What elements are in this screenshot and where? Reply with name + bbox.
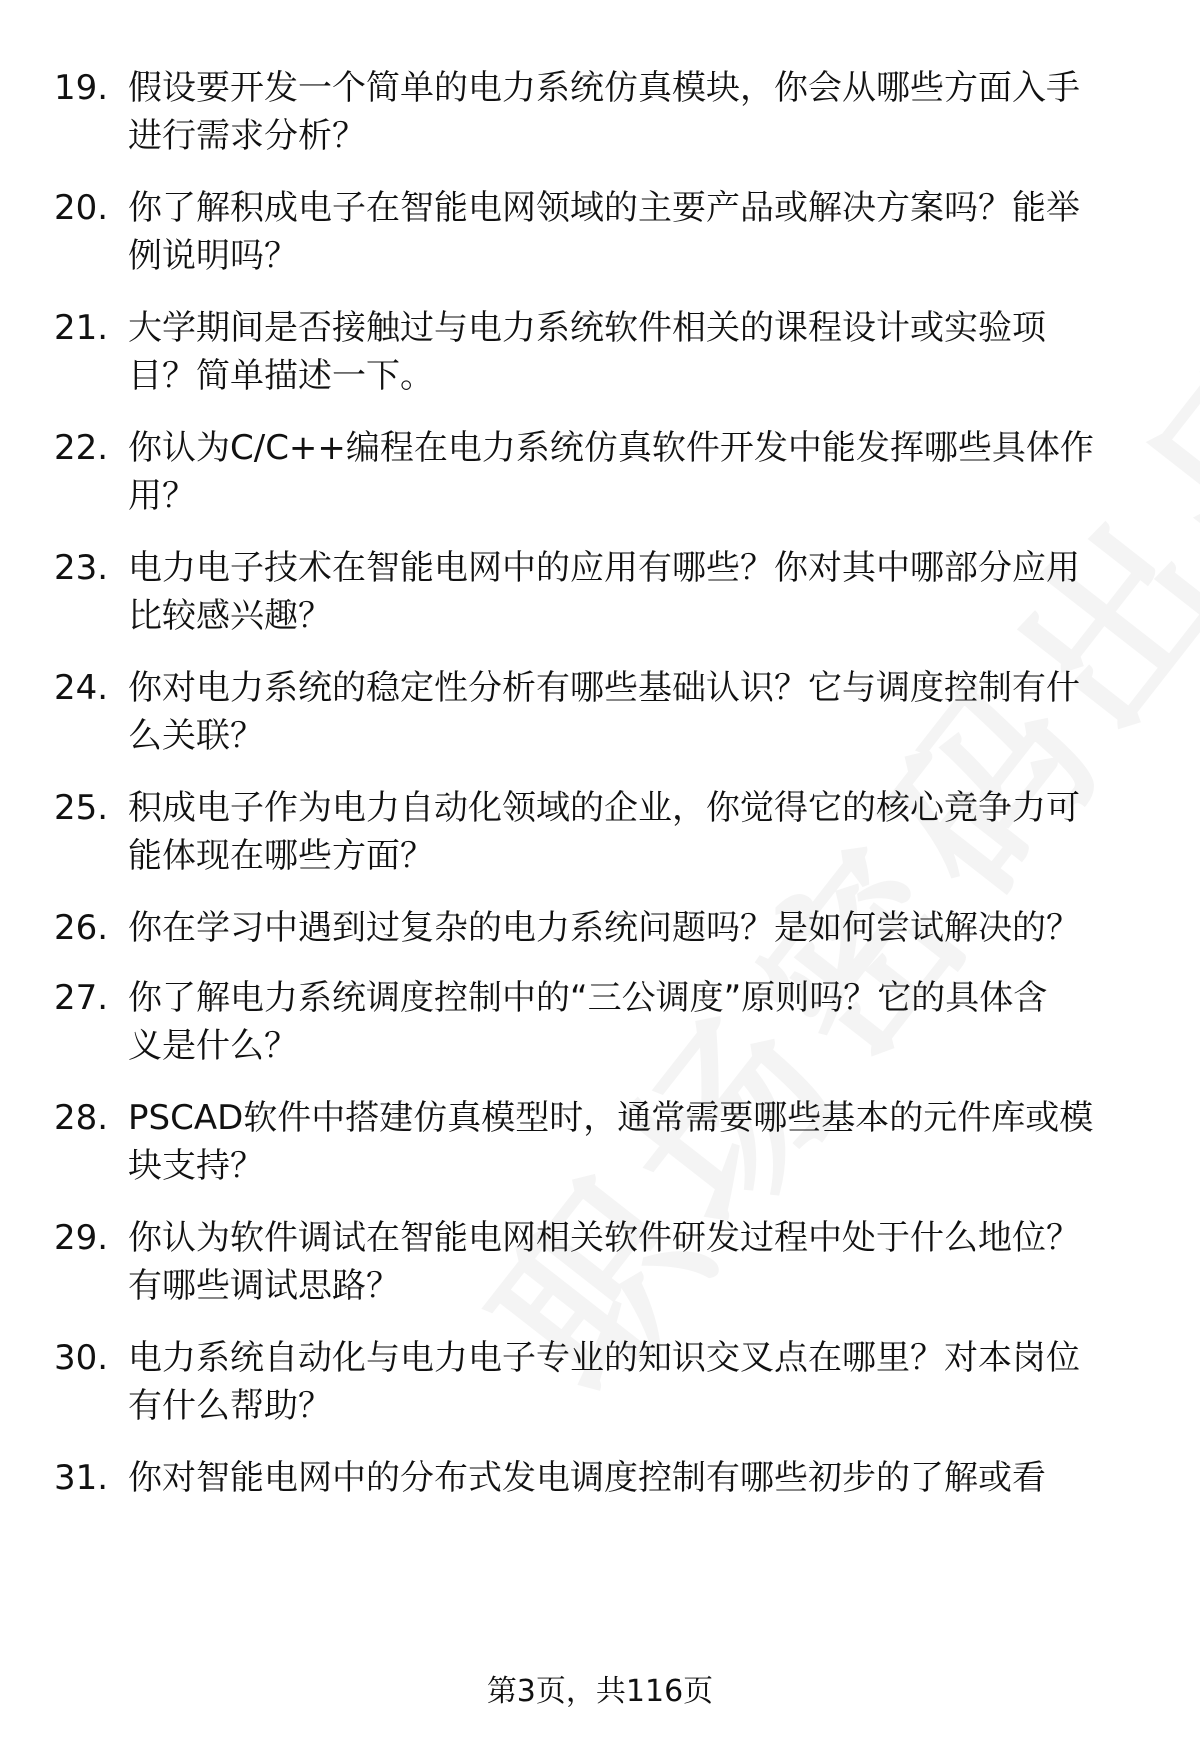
question-text: 你认为C/C++编程在电力系统仿真软件开发中能发挥哪些具体作 用？	[128, 428, 1094, 516]
question-text: 假设要开发一个简单的电力系统仿真模块，你会从哪些方面入手 进行需求分析？	[128, 68, 1080, 156]
question-number: 25.	[54, 788, 109, 828]
question-text: 你了解电力系统调度控制中的“三公调度”原则吗？它的具体含 义是什么？	[128, 978, 1048, 1066]
question-text: 你认为软件调试在智能电网相关软件研发过程中处于什么地位？ 有哪些调试思路？	[128, 1218, 1080, 1306]
question-text: 电力系统自动化与电力电子专业的知识交叉点在哪里？对本岗位 有什么帮助？	[128, 1338, 1080, 1426]
question-number: 31.	[54, 1458, 109, 1498]
question-number: 30.	[54, 1338, 109, 1378]
question-number: 22.	[54, 428, 109, 468]
question-number: 29.	[54, 1218, 109, 1258]
question-number: 19.	[54, 68, 109, 108]
question-text: 你对电力系统的稳定性分析有哪些基础认识？它与调度控制有什 么关联？	[128, 668, 1080, 756]
question-number: 26.	[54, 908, 109, 948]
question-text: 积成电子作为电力自动化领域的企业，你觉得它的核心竞争力可 能体现在哪些方面？	[128, 788, 1080, 876]
question-text: 大学期间是否接触过与电力系统软件相关的课程设计或实验项 目？简单描述一下。	[128, 308, 1046, 396]
page-footer: 第3页，共116页	[486, 1674, 714, 1709]
question-number: 21.	[54, 308, 109, 348]
question-text: 电力电子技术在智能电网中的应用有哪些？你对其中哪部分应用 比较感兴趣？	[128, 548, 1080, 636]
question-number: 28.	[54, 1098, 109, 1138]
question-number: 23.	[54, 548, 109, 588]
question-number: 24.	[54, 668, 109, 708]
question-text: 你对智能电网中的分布式发电调度控制有哪些初步的了解或看	[128, 1458, 1046, 1498]
question-text: PSCAD软件中搭建仿真模型时，通常需要哪些基本的元件库或模 块支持？	[128, 1098, 1094, 1186]
question-text: 你在学习中遇到过复杂的电力系统问题吗？是如何尝试解决的？	[128, 908, 1080, 948]
question-text: 你了解积成电子在智能电网领域的主要产品或解决方案吗？能举 例说明吗？	[128, 188, 1080, 276]
question-number: 27.	[54, 978, 109, 1018]
question-number: 20.	[54, 188, 109, 228]
